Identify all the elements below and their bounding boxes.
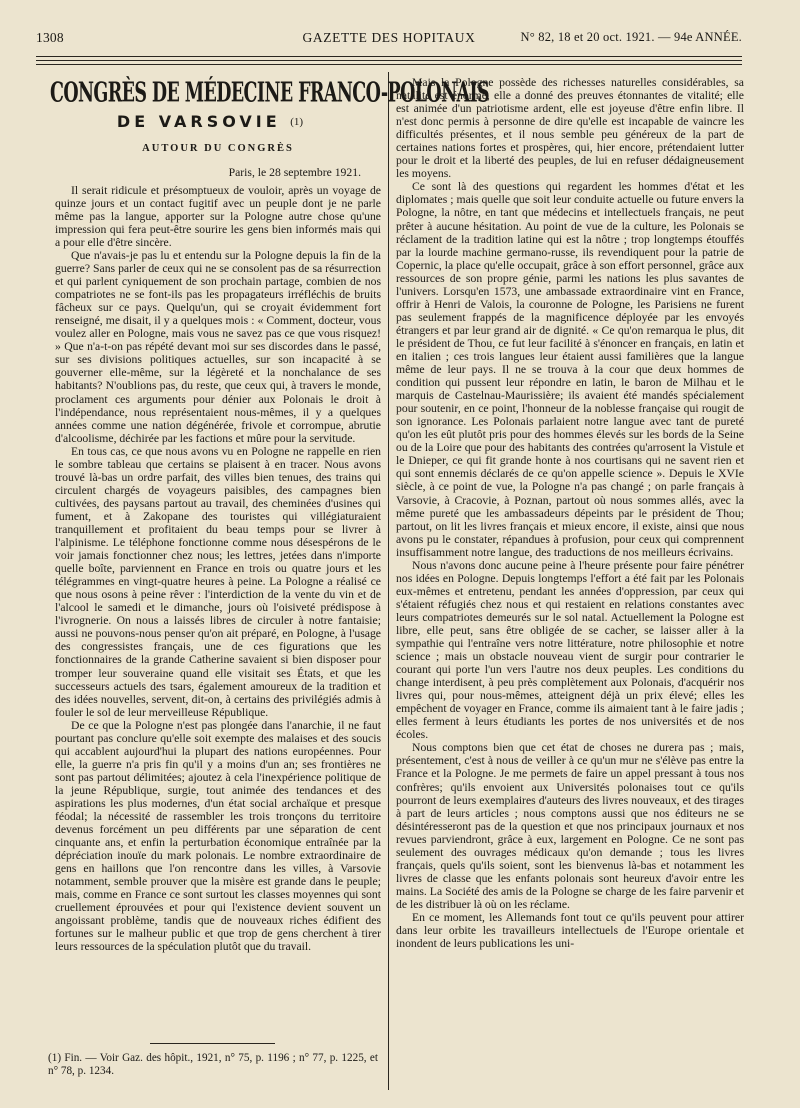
header-rule-middle — [36, 60, 742, 61]
paragraph: De ce que la Pologne n'est pas plongée dans l'anarchie, il ne faut pourtant pas conclure qu'elle soit exempte des malaises et des soucis qui accablent aujourd'hui la plupart des nations européennes. Pour elle, la guerre n'a pris fin qu'il y a moins d'un an; ses frontières ne sont pas partout délimitées; ajoutez à cela l'inexpérience politique de la jeune République, surgie, tout animée des tendances et des aspirations les plus modernes, d'un état social archaïque et presque féodal; la nécessité de rassembler les trois tronçons du territoire devenus forcément un peu différents par une séparation de cent cinquante ans, et enfin la perturbation économique entraînée par la dépréciation inouïe du mark polonais. Le nombre extraordinaire de gens en haillons que l'on rencontre dans les villes, à Varsovie notamment, semble prouver que la misère est grande dans le peuple; mais, comme en France ce sont surtout les classes moyennes qui sont cruellement éprouvées et pour qui l'existence devient souvent un angoissant problème, tandis que de nouveaux riches édifient des fortunes sur le malheur public et que trop de gens cherchent à tirer leurs ressources de la spéculation plutôt que du travail. — [55, 718, 381, 954]
journal-title: GAZETTE DES HOPITAUX — [302, 30, 476, 45]
article-title: CONGRÈS DE MÉDECINE FRANCO-POLONAIS — [50, 78, 490, 109]
article-title-block — [50, 76, 490, 131]
paragraph: Mais la Pologne possède des richesses naturelles considérables, sa natalité est énorme, elle a donné des preuves étonnantes de vitalité; elle est animée d'un patriotisme ardent, elle est joyeuse d'être enfin libre. Il n'est donc permis à personne de dire qu'elle est incapable de vaincre les difficultés présentes, et il nous semble peu généreux de la part de certaines nations fortes et prospères, qui, hier encore, prétendaient lutter pour le droit et la liberté des peuples, de lui en refuser dédaigneusement les moyens. — [396, 76, 744, 181]
footnote: (1) Fin. — Voir Gaz. des hôpit., 1921, n° 75, p. 1196 ; n° 77, p. 1225, et n° 78, p. 1234. — [48, 1052, 378, 1077]
column-divider — [388, 72, 389, 1090]
right-column — [396, 76, 744, 950]
left-column-intro — [55, 184, 381, 249]
left-column — [55, 249, 381, 954]
header-rule-bottom — [36, 64, 742, 65]
header-rule-top — [36, 56, 742, 57]
page-number: 1308 — [36, 30, 64, 45]
paragraph: Nous comptons bien que cet état de choses ne durera pas ; mais, présentement, c'est à nous de veiller à ce qu'un mur ne s'élève pas entre la France et la Pologne. Je me permets de faire un appel pressant à tous nos confrères; qu'ils envoient aux Universités polonaises tout ce qu'ils pourront de leurs exemplaires d'auteurs des livres nouveaux, et des tirages à part de leurs articles ; nous comptons aussi que nos éditeurs ne se désintéresseront pas de la question et que nos principaux journaux et nos revues parviendront, grâce à eux, largement en Pologne. Ce ne sont pas seulement des ouvrages médicaux qu'on demande ; tous les livres français, quels qu'ils soient, sont les bienvenus là-bas et notamment les livres de classe que les enfants polonais sont heureux d'avoir entre les mains. La Société des amis de la Pologne se charge de les faire parvenir et de les distribuer là où on les réclame. — [396, 741, 744, 911]
running-header — [36, 30, 742, 52]
paragraph: En tous cas, ce que nous avons vu en Pologne ne rappelle en rien le sombre tableau que certains se plaisent à en tracer. Nous avons trouvé là-bas un ordre parfait, des villes bien tenues, des trains qui circulent chargés de voyageurs paisibles, des campagnes bien cultivées, des paysans partout au travail, des cheminées d'usines qui fument, et à Zakopane des touristes qui villégiaturaient tranquillement et profitaient du beau temps pour se livrer à l'alpinisme. Le téléphone fonctionne comme nous désespérons de le voir jamais fonctionner chez nous; les lettres, jetées dans n'importe quelle boîte, parviennent en France en trois ou quatre jours et les télégrammes en vingt-quatre heures à peine. La Pologne a réalisé ce que nous osons à peine rêver : l'interdiction de la vente du vin et de l'alcool le samedi et le dimanche, jours où l'oisiveté prédispose à l'ivrognerie. On nous a laissés libres de circuler à notre fantaisie; aussi ne pouvons-nous penser qu'on ait préparé, en Pologne, à l'usage des congressistes français, une de ces figurations que les fonctionnaires de la grande Catherine savaient si bien disposer pour tromper leur souveraine quand elle visitait ses États, et que les successeurs actuels des tsars, également amoureux de la tradition et des idées nouvelles, servent, dit-on, à certains des privilégiés admis à fouler le sol de leur merveilleuse République. — [55, 444, 381, 719]
section-heading: AUTOUR DU CONGRÈS — [142, 143, 294, 154]
issue-info: N° 82, 18 et 20 oct. 1921. — 94e ANNÉE. — [520, 30, 742, 44]
title-footnote-ref: (1) — [290, 116, 304, 128]
paragraph: En ce moment, les Allemands font tout ce qu'ils peuvent pour attirer dans leur orbite les travailleurs intellectuels de l'Europe orientale et inondent de leurs publications les uni- — [396, 911, 744, 951]
dateline: Paris, le 28 septembre 1921. — [228, 166, 361, 179]
paragraph: Il serait ridicule et présomptueux de vouloir, après un voyage de quinze jours et un contact fugitif avec un peuple dont je ne parle même pas la langue, apporter sur la Pologne autre chose qu'une impression qui fera peut-être sourire les gens bien informés mais qui a pour elle d'être sincère. — [55, 184, 381, 250]
paragraph: Que n'avais-je pas lu et entendu sur la Pologne depuis la fin de la guerre? Sans parler de ceux qui ne se consolent pas de sa résurrection et qui parlent cyniquement de son prochain partage, combien de nos compatriotes ne se font-ils pas les propagateurs irréfléchis de bruits fâcheux sur ce pays. Quelqu'un, qui se croyait évidemment fort renseigné, me disait, il y a quelques mois : « Comment, docteur, vous voulez aller en Pologne, mais vous ne savez pas ce que vous risquez! » Que n'a-t-on pas répété devant moi sur ses discordes dans le passé, sur ses divisions politiques actuelles, sur son incapacité à se gouverner elle-même, sur la légèreté et la nonchalance de ses habitants? N'oublions pas, du reste, que ceux qui, à travers le monde, proclament ces arguments pour dénier aux Polonais le droit à l'indépendance, nous représentaient nous-mêmes, il y a quelques années comme une nation dégénérée, frivole et corrompue, abrutie d'alcoolisme, déchirée par les factions et mûre pour la servitude. — [55, 249, 381, 445]
footnote-rule — [150, 1043, 275, 1044]
paragraph: Ce sont là des questions qui regardent les hommes d'état et les diplomates ; mais quelle que soit leur conduite actuelle ou future envers la Pologne, la nôtre, en tant que médecins et intellectuels français, ne peut prêter à aucune hésitation. Au point de vue de la culture, les Polonais se réclament de la tradition latine qui est la nôtre ; trop longtemps étouffés par la lourde machine germano-russe, ils revendiquent pour la patrie de Copernic, la place qu'elle occupait, grâce à son effort personnel, grâce aux ressources de son propre génie, parmi les nations les plus savantes de l'univers. Lorsqu'en 1573, une ambassade extraordinaire vint en France, offrir à Henri de Valois, la couronne de Pologne, les Parisiens ne furent pas seulement frappés de la magnificence déployée par les envoyés étrangers et par leur grand air de dignité. « Ce qu'on remarqua le plus, dit le président de Thou, ce fut leur facilité à s'énoncer en français, en latin et en italien ; ces trois langues leur étaient aussi familières que la langue même de leur pays. Il ne se trouva à la cour que deux hommes de condition qui pussent leur répondre en latin, le baron de Milhau et le marquis de Castelnau-Maurissière; ils avaient été mandés spécialement pour soutenir, en ce point, l'honneur de la noblesse française qui rougit de son ignorance. Les Polonais parlaient notre langue avec tant de pureté qu'on les eût plutôt pris pour des hommes élevés sur les bords de la Seine ou de la Loire que pour des habitants des contrées qu'arrosent la Vistule et le Dnieper, ce qui fit grande honte à nos courtisans qui ne savent rien et qui sont ennemis déclarés de ce qu'on appelle science ». Depuis le XVIe siècle, à ce point de vue, la Pologne n'a pas changé ; on parle français à Varsovie, à Cracovie, à Poznan, partout où nous sommes allés, avec la même pureté que les ambassadeurs dépeints par le président de Thou; partout, on lit les livres français et mieux encore, il existe, ainsi que nous avons pu le constater, répandues à profusion, pour ceux qui comprennent insuffisamment notre langue, des traductions de nos meilleurs écrivains. — [396, 180, 744, 559]
article-subtitle-text: DE VARSOVIE — [116, 112, 281, 131]
paragraph: Nous n'avons donc aucune peine à l'heure présente pour faire pénétrer nos idées en Pologne. Depuis longtemps l'effort a été fait par les Polonais eux-mêmes et entretenu, pendant les années d'oppression, par ceux qui s'étaient réfugiés chez nous et qui restaient en relations constantes avec leurs compatriotes demeurés sur le sol natal. Actuellement la Pologne est libre, elle peut, sans être obligée de se cacher, se laisser aller à la sympathie qui l'entraîne vers notre littérature, notre philosophie et notre science ; mais un obstacle nouveau vient de surgir pour contrarier le courant qui porte l'un vers l'autre nos deux peuples. Les conditions du change interdisent, à peu près complètement aux Polonais, d'acquérir nos livres qui, pour nous-mêmes, atteignent déjà un prix élevé; elles les empêchent de voyager en France, comme ils aimaient tant à le faire jadis ; elles ferment à leurs étudiants les portes de nos universités et de nos écoles. — [396, 558, 744, 742]
article-subtitle — [50, 112, 370, 131]
